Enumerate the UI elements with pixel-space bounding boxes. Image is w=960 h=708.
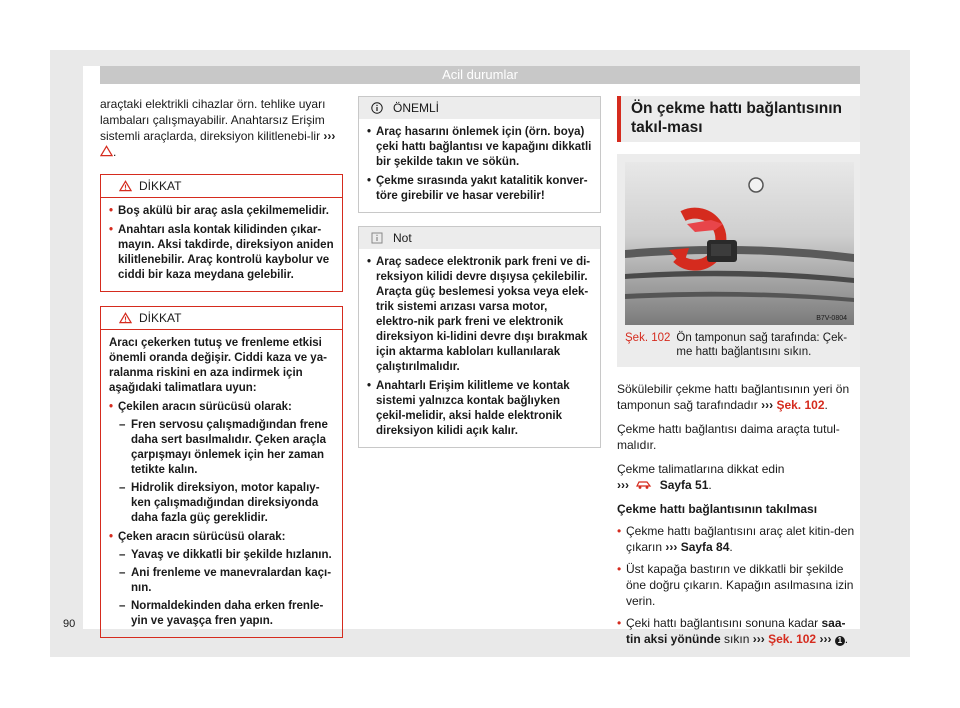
- warning-title: DİKKAT: [139, 311, 182, 325]
- dash-item: – Ani frenleme ve manevralardan kaçı-nın.: [119, 567, 332, 594]
- warning-triangle-icon: [119, 312, 132, 324]
- figure-link[interactable]: Şek. 102: [768, 632, 817, 646]
- car-tow-icon[interactable]: [635, 478, 653, 490]
- bullet-icon: •: [367, 256, 372, 268]
- bullet-icon: •: [109, 224, 114, 236]
- important-header: [359, 97, 600, 119]
- paragraph: Çekme talimatlarına dikkat edin ››› Sayfa 51.: [617, 462, 785, 492]
- warning-triangle-icon[interactable]: [100, 145, 113, 157]
- list-item: • Üst kapağa bastırın ve dikkatli bir şekilde öne doğru çıkarın. Kapağın asılmasına izin verin.: [617, 562, 854, 608]
- list-item: • Araç hasarını önlemek için (örn. boya) çeki hattı bağlantısı ve kapağını dikkatli bir şekilde takın ve sökün.: [367, 126, 592, 168]
- figure-link[interactable]: Şek. 102: [776, 398, 825, 412]
- dash-item: – Normaldekinden daha erken frenle-yin ve yavaşça fren yapın.: [119, 600, 324, 627]
- column-middle: [358, 96, 601, 448]
- figure: [617, 154, 860, 367]
- list-item: • Çeki hattı bağlantısını sonuna kadar saa-tin aksi yönünde sıkın ››› Şek. 102 ››› 1 .: [617, 616, 849, 646]
- page-number: 90: [63, 618, 76, 630]
- info-circle-icon: [371, 102, 383, 114]
- bumper-illustration: [625, 162, 854, 325]
- bullet-icon: •: [367, 126, 372, 138]
- note-box: [358, 226, 601, 448]
- note-header: [359, 227, 600, 249]
- bullet-icon: •: [617, 524, 622, 538]
- subheading: Çekme hattı bağlantısının takılması: [617, 502, 818, 516]
- warning-box-towing: [100, 306, 343, 638]
- bullet-icon: •: [617, 616, 622, 630]
- reference-arrows[interactable]: ›››: [819, 632, 832, 646]
- warning-header: [101, 307, 342, 330]
- list-item: • Çekme hattı bağlantısını araç alet kitin-den çıkarın ››› Sayfa 84.: [617, 524, 855, 554]
- tow-hook-image: [625, 162, 854, 325]
- paragraph: Çekme hattı bağlantısı daima araçta tutul-malıdır.: [617, 422, 840, 452]
- caption-text: Ön tamponun sağ tarafında: Çek-me hattı bağlantısını sıkın.: [676, 332, 848, 358]
- section-title: Ön çekme hattı bağlantısının takıl-ması: [617, 96, 860, 142]
- intro-text: araçtaki elektrikli cihazlar örn. tehlike uyarı lambaları çalışmayabilir. Anahtarsız Erişim sistemli araçlarda, direksiyon kilitlenebi-lir: [100, 97, 326, 143]
- page-link[interactable]: Sayfa 51: [659, 478, 709, 492]
- warning-body: [101, 330, 342, 637]
- list-item: • Anahtarlı Erişim kilitleme ve kontak sistemi yalnızca kontak bağlıyken çekil-melidir, aksi halde elektronik direksiyon kilidi açık kalır.: [367, 380, 570, 437]
- intro-paragraph: araçtaki elektrikli cihazlar örn. tehlike uyarı lambaları çalışmayabilir. Anahtarsız Erişim sistemli araçlarda, direksiyon kilitlenebi-lir ››› .: [100, 97, 336, 159]
- warning-triangle-icon: [119, 180, 132, 192]
- warning-box-battery: [100, 174, 343, 292]
- note-body: [359, 249, 600, 447]
- bullet-icon: •: [367, 175, 372, 187]
- bullet-icon: •: [109, 205, 114, 217]
- bullet-icon: •: [109, 401, 114, 413]
- list-item: • Araç sadece elektronik park freni ve di-reksiyon kilidi devre dışıysa çekilebilir. Araçta güç beslemesi yoksa veya elek-trik sistemi arızası varsa motor, elektro-nik park freni ve elektronik direksiyon ki-lidini devre dışı bırakmak için aktarma kabloları kullanılarak çalıştırılmalıdır.: [367, 256, 591, 373]
- chapter-header: Acil durumlar: [100, 66, 860, 84]
- bullet-icon: •: [367, 380, 372, 392]
- list-item: • Çekilen aracın sürücüsü olarak:: [109, 401, 292, 413]
- step-marker-icon[interactable]: 1: [835, 636, 845, 646]
- list-item: • Çekme sırasında yakıt katalitik konver-töre girebilir ve hasar verebilir!: [367, 175, 588, 202]
- bullet-icon: •: [617, 562, 622, 576]
- reference-arrows[interactable]: ›››: [752, 632, 765, 646]
- list-item: • Boş akülü bir araç asla çekilmemelidir.: [109, 205, 329, 217]
- reference-arrows[interactable]: ›››: [665, 540, 678, 554]
- dash-item: – Yavaş ve dikkatli bir şekilde hızlanın.: [119, 549, 332, 561]
- column-left: [100, 96, 343, 638]
- dash-item: – Fren servosu çalışmadığından frene daha sert basılmalıdır. Çeken araçla çarpışmayı önlemek için her zaman tetikte kalın.: [119, 419, 328, 476]
- column-right: [617, 96, 860, 647]
- page-link[interactable]: Sayfa 84: [680, 540, 730, 554]
- warning-title: DİKKAT: [139, 179, 182, 193]
- list-item: • Anahtarı asla kontak kilidinden çıkar-mayın. Aksi takdirde, direksiyon aniden kilitlenebilir. Araç kontrolü kaybolur ve ciddi bir kaza meydana gelebilir.: [109, 224, 334, 281]
- body-text: [617, 381, 860, 647]
- figure-caption: [625, 331, 852, 359]
- list-item: • Çeken aracın sürücüsü olarak:: [109, 531, 286, 543]
- paragraph: Sökülebilir çekme hattı bağlantısının yeri ön tamponun sağ tarafındadır ››› Şek. 102.: [617, 382, 850, 412]
- note-title: Not: [393, 231, 412, 245]
- warning-header: [101, 175, 342, 198]
- image-code: B7V-0804: [816, 315, 847, 322]
- bullet-icon: •: [109, 531, 114, 543]
- important-body: [359, 119, 600, 212]
- important-box: [358, 96, 601, 213]
- note-icon: [371, 232, 383, 244]
- warning-body: [101, 198, 342, 291]
- dash-item: – Hidrolik direksiyon, motor kapalıy-ken çalışmadığından direksiyonda daha fazla güç gereklidir.: [119, 482, 320, 524]
- figure-label: Şek. 102: [625, 332, 671, 344]
- reference-arrows[interactable]: ›››: [323, 129, 336, 143]
- warning-intro: Aracı çekerken tutuş ve frenleme etkisi önemli oranda değişir. Ciddi kaza ve ya-ralanma riskini en aza indirmek için aşağıdaki talimatlara uyun:: [109, 337, 327, 394]
- important-title: ÖNEMLİ: [393, 101, 440, 115]
- reference-arrows[interactable]: ›››: [761, 398, 774, 412]
- reference-arrows[interactable]: ›››: [617, 478, 629, 492]
